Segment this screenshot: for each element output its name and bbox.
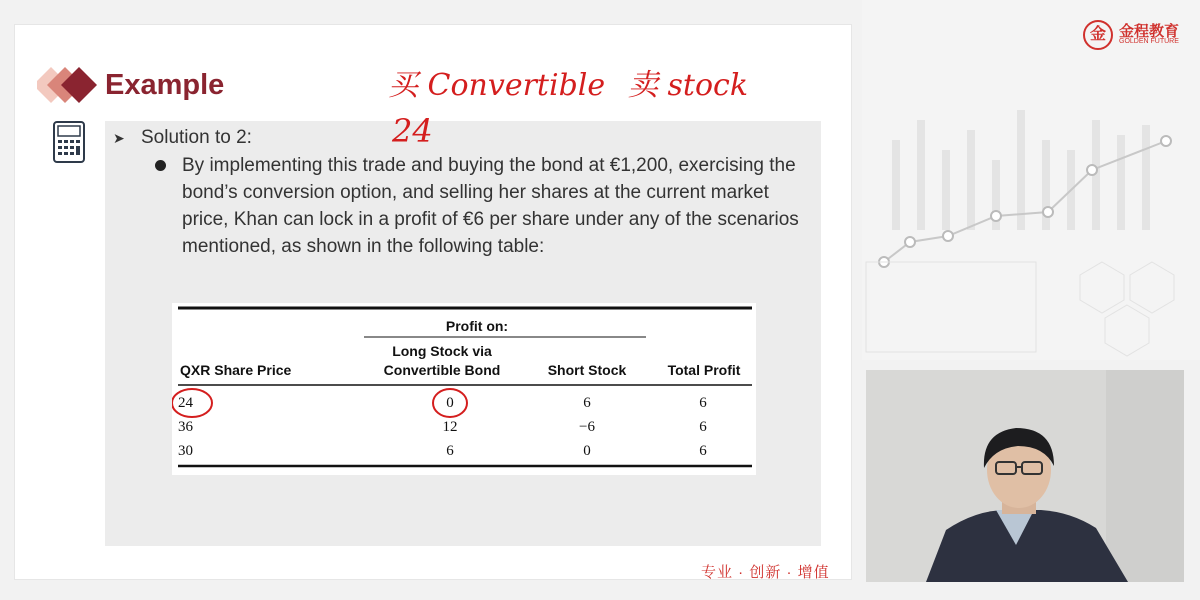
background-chart-graphic <box>862 0 1200 360</box>
col3-header: Short Stock <box>547 362 627 378</box>
handwritten-buy-note: 买 Convertible <box>388 68 606 103</box>
col2-header-line1: Long Stock via <box>392 343 492 359</box>
logo-tagline: GOLDEN FUTURE <box>1119 38 1179 45</box>
col2-header-line2: Convertible Bond <box>383 362 501 378</box>
table-cell: 0 <box>583 443 591 459</box>
table-cell: 0 <box>446 395 454 411</box>
table-cell: 6 <box>446 443 454 459</box>
group-header: Profit on: <box>445 318 509 334</box>
col4-header: Total Profit <box>667 362 741 378</box>
table-cell: 6 <box>699 443 707 459</box>
calculator-icon <box>53 121 85 163</box>
table-cell: 30 <box>178 443 193 459</box>
presenter-avatar <box>866 370 1184 582</box>
table-cell: 24 <box>178 395 193 411</box>
table-cell: −6 <box>579 419 595 435</box>
slide-title: Example <box>105 69 225 101</box>
bullet-text: By implementing this trade and buying the bond at €1,200, exercising the bond’s conversion option, and selling her shares at the current market price, Khan can lock in a profit of €6 per share under any of the scenarios mentioned, as shown in the following table: <box>182 155 799 257</box>
table-cell: 6 <box>699 395 707 411</box>
profit-table <box>172 303 756 475</box>
slide <box>14 24 852 580</box>
table-cell: 36 <box>178 419 193 435</box>
arrow-bullet-icon: ➤ <box>113 130 125 146</box>
solution-heading <box>113 127 252 149</box>
content-box <box>105 121 821 546</box>
presenter-webcam <box>866 370 1184 582</box>
diamond-decoration-icon <box>37 67 99 103</box>
solution-heading-text: Solution to 2: <box>141 127 252 148</box>
logo-icon: 金 <box>1083 20 1113 50</box>
col1-header: QXR Share Price <box>180 362 292 378</box>
logo-name: 金程教育 <box>1119 23 1180 40</box>
table-cell: 12 <box>442 419 458 435</box>
table-cell: 6 <box>699 419 707 435</box>
table-cell: 6 <box>583 395 591 411</box>
handwritten-price-note: 24 <box>392 112 433 150</box>
handwritten-sell-note: 卖 stock <box>628 68 749 103</box>
bullet-icon <box>155 160 166 171</box>
slide-footer: 专业 · 创新 · 增值 <box>701 564 830 581</box>
company-logo <box>1083 20 1198 50</box>
